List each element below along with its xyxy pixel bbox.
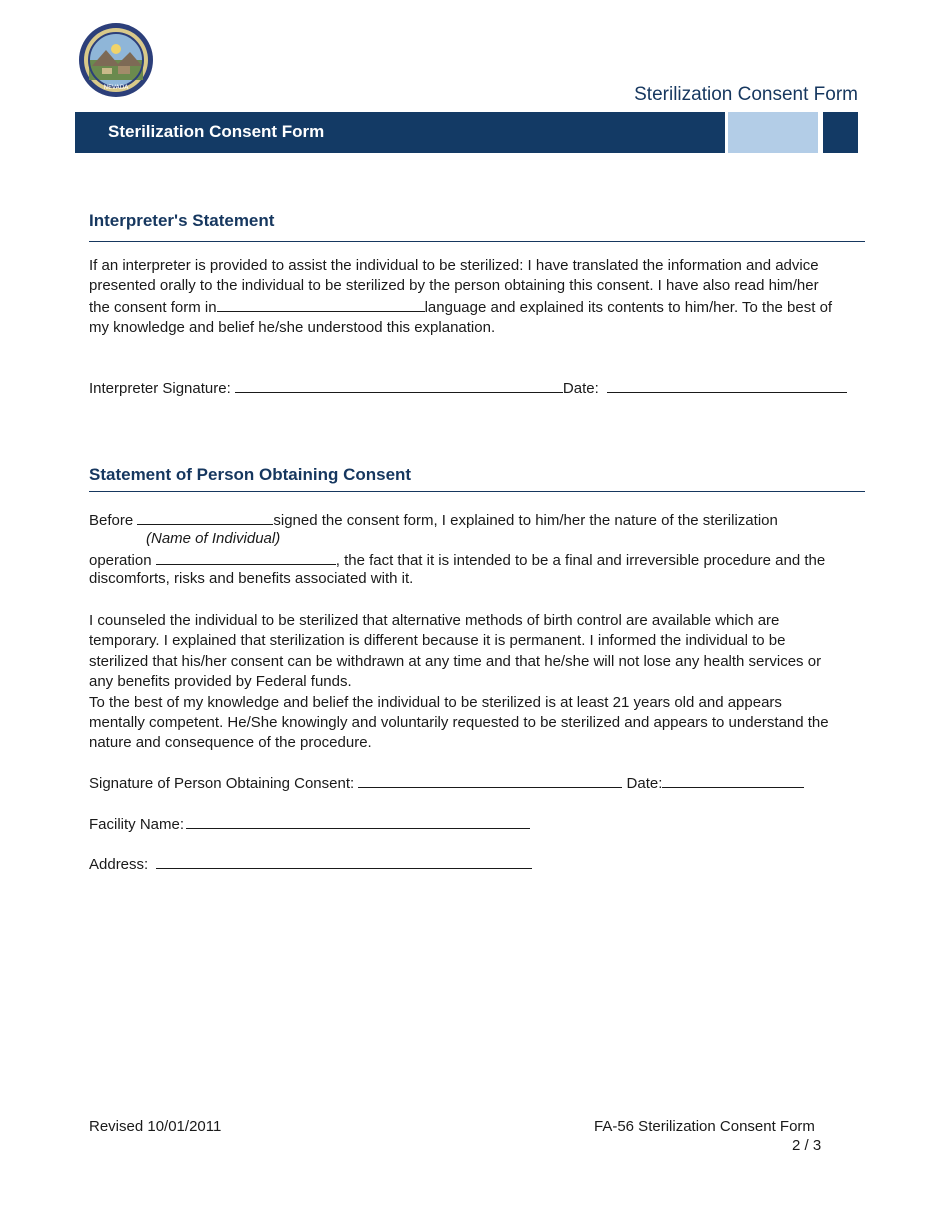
interpreter-line-1: If an interpreter is provided to assist the individual to be sterilized: I have translated the information and advice [89, 257, 819, 274]
obtaining-heading: Statement of Person Obtaining Consent [89, 465, 412, 484]
interpreter-line-3-post: language and explained its contents to him/her. To the best of [424, 298, 833, 316]
facility-name-field[interactable] [186, 814, 530, 829]
counsel-line-7: nature and consequence of the procedure. [89, 734, 372, 752]
counsel-line-5: To the best of my knowledge and belief the individual to be sterilized is at least 21 years old and appears [89, 693, 782, 711]
operation-field[interactable] [156, 550, 336, 565]
counsel-paragraph [89, 611, 859, 754]
interpreter-heading: Interpreter's Statement [89, 211, 275, 230]
operation-line-2: discomforts, risks and benefits associated with it. [89, 570, 414, 587]
obtaining-signature-label: Signature of Person Obtaining Consent: [89, 775, 355, 792]
interpreter-signature-field[interactable] [235, 378, 563, 393]
address-label: Address: [89, 856, 149, 873]
revised-date: Revised 10/01/2011 [89, 1118, 222, 1135]
before-row [89, 510, 778, 529]
interpreter-paragraph [89, 256, 859, 339]
obtaining-date-label: Date: [626, 775, 663, 792]
operation-label: operation [89, 552, 152, 569]
counsel-line-3: sterilized that his/her consent can be withdrawn at any time and that he/she will not lose any health services or [89, 652, 822, 670]
interpreter-line-2: presented orally to the individual to be sterilized by the person obtaining this consent. I have also read him/her [89, 277, 819, 295]
facility-label: Facility Name: [89, 816, 185, 833]
obtaining-date-field[interactable] [662, 773, 804, 788]
before-post: signed the consent form, I explained to him/her the nature of the sterilization [273, 512, 778, 529]
title-banner [75, 112, 725, 153]
counsel-line-4: any benefits provided by Federal funds. [89, 673, 352, 691]
interpreter-date-field[interactable] [607, 378, 847, 393]
counsel-line-1: I counseled the individual to be sterilized that alternative methods of birth control are available which are [89, 612, 780, 629]
interpreter-date-label: Date: [562, 380, 599, 397]
counsel-line-2: temporary. I explained that sterilization is different because it is permanent. I informed the individual to be [89, 632, 786, 650]
language-blank[interactable] [217, 297, 425, 312]
form-id: FA-56 Sterilization Consent Form [594, 1118, 815, 1135]
interpreter-line-4: my knowledge and belief he/she understood this explanation. [89, 319, 496, 337]
individual-name-field[interactable] [137, 510, 273, 525]
obtaining-rule [89, 491, 865, 492]
facility-row [89, 814, 530, 833]
obtaining-signature-row [89, 773, 804, 792]
nevada-state-seal [78, 22, 154, 98]
svg-text:NEVADA: NEVADA [103, 84, 129, 91]
address-field[interactable] [156, 854, 532, 869]
top-title: Sterilization Consent Form [634, 84, 858, 105]
page-number: 2 / 3 [792, 1137, 822, 1154]
interpreter-rule [89, 241, 865, 242]
operation-post: , the fact that it is intended to be a final and irreversible procedure and the [335, 552, 826, 569]
operation-row [89, 550, 825, 569]
banner-accent-dark [823, 112, 858, 153]
counsel-line-6: mentally competent. He/She knowingly and voluntarily requested to be sterilized and appears to understand the [89, 714, 829, 732]
name-caption: (Name of Individual) [146, 530, 281, 547]
before-label: Before [89, 512, 134, 529]
interpreter-signature-row [89, 378, 847, 397]
interpreter-line-3-pre: the consent form in [89, 298, 217, 316]
interpreter-signature-label: Interpreter Signature: [89, 380, 231, 397]
interpreter-line-3 [89, 297, 859, 318]
banner-title: Sterilization Consent Form [108, 122, 325, 141]
address-row [89, 854, 532, 873]
obtaining-signature-field[interactable] [358, 773, 622, 788]
banner-accent-light [728, 112, 818, 153]
